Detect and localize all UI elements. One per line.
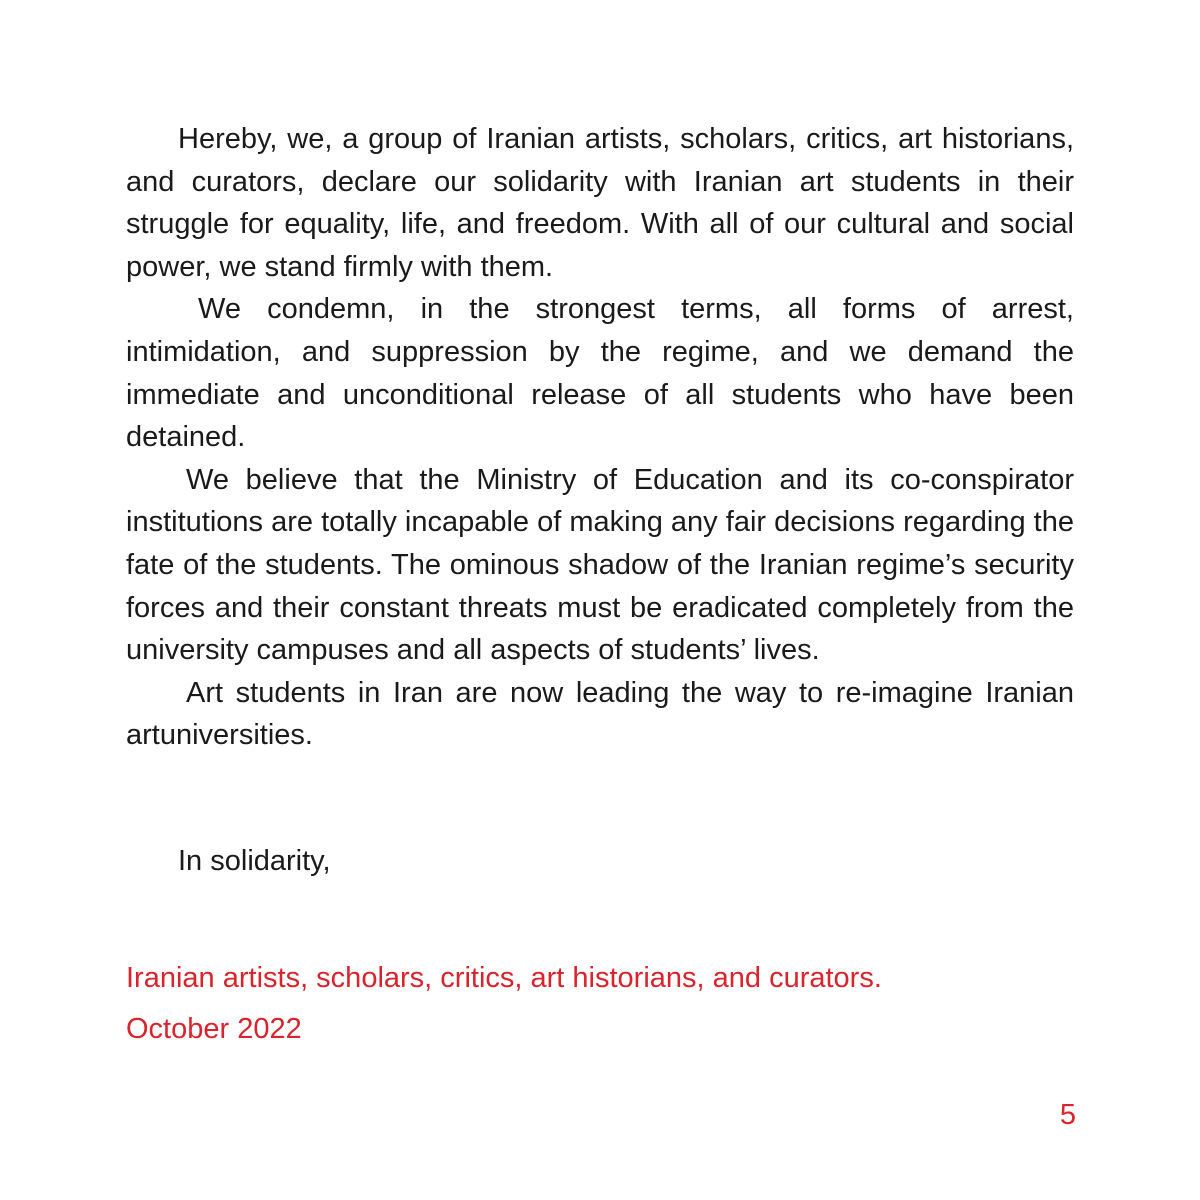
statement-paragraph-solidarity: Hereby, we, a group of Iranian artists, scholars, critics, art historians, and curators, declare our solidarity with Iranian art students in their struggle for equality, life, and freedom. With all of our cultural and social power, we stand firmly with them. <box>126 123 1074 283</box>
page-number: 5 <box>1059 1099 1076 1131</box>
signature-line: Iranian artists, scholars, critics, art historians, and curators. <box>126 962 882 994</box>
closing-line: In solidarity, <box>178 845 331 877</box>
date-line: October 2022 <box>126 1013 302 1045</box>
statement-paragraph-art-students: Art students in Iran are now leading the way to re-imagine Iranian artuniversities. <box>126 676 1074 752</box>
statement-body <box>126 118 1074 757</box>
statement-paragraph-ministry: We believe that the Ministry of Education and its co-conspirator institutions are totally incapable of making any fair decisions regarding the fate of the students. The ominous shadow of the Iranian regime’s security forces and their constant threats must be eradicated completely from the university campuses and all aspects of students’ lives. <box>126 463 1074 667</box>
statement-paragraph-condemnation: We condemn, in the strongest terms, all forms of arrest, intimidation, and suppression by the regime, and we demand the immediate and unconditional release of all students who have been detained. <box>126 293 1074 454</box>
